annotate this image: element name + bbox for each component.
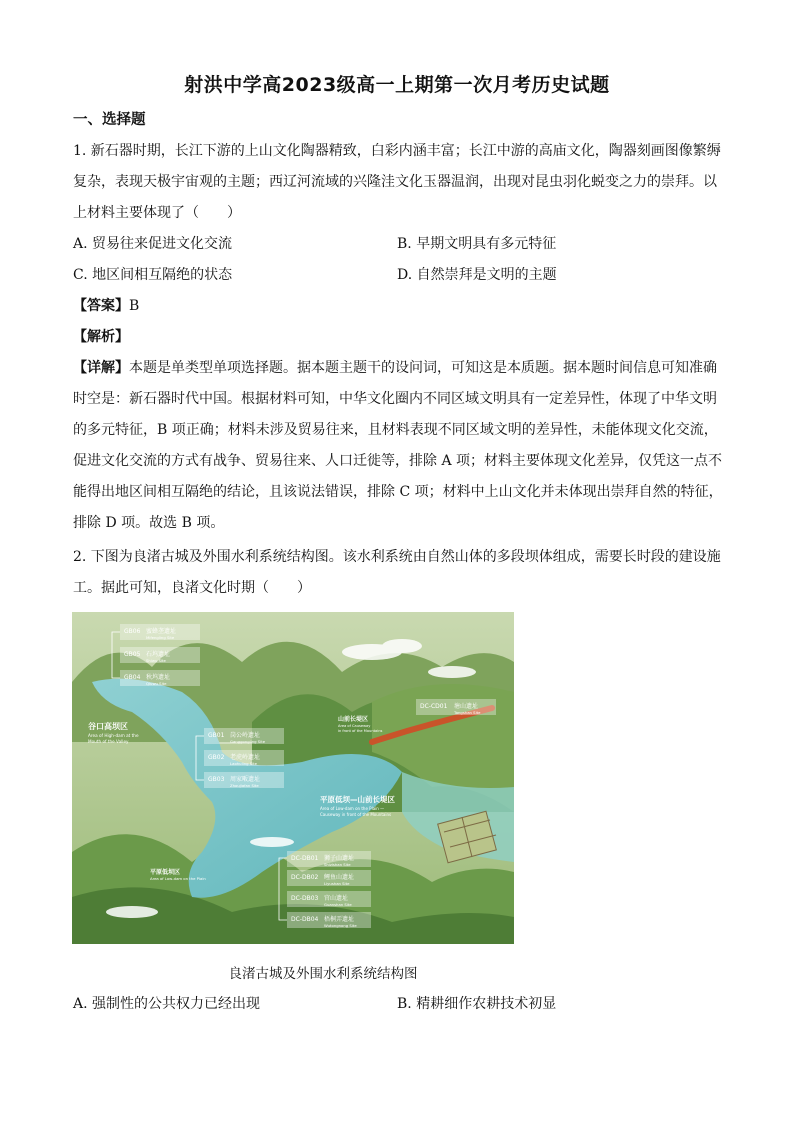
map-site-gb03-en: Zhoujiafan Site xyxy=(230,783,259,788)
q1-detail-line-6: 排除 D 项。故选 B 项。 xyxy=(73,515,225,531)
map-site-gb01-cn: 岗公岭遗址 xyxy=(230,732,261,739)
map-site-gb02-code: GB02 xyxy=(208,754,225,761)
map-site-db02-code: DC-DB02 xyxy=(291,874,319,881)
map-zone-valley-en1: Area of High-dam at the xyxy=(88,733,139,738)
map-zone-causeway-en1: Area of Causeway xyxy=(338,724,371,728)
map-site-gb06-code: GB06 xyxy=(124,628,141,635)
map-zone-causeway-en2: in front of the Mountains xyxy=(338,729,383,733)
map-site-gb02-en: Laohuling Site xyxy=(230,761,258,766)
q2-option-a: A. 强制性的公共权力已经出现 xyxy=(73,996,261,1012)
map-site-db04-code: DC-DB04 xyxy=(291,916,319,923)
answer-tag: 【答案】 xyxy=(73,298,129,314)
map-site-db04-cn: 梧桐弄遗址 xyxy=(324,916,355,923)
map-site-gb06-en: Mifengling Site xyxy=(146,635,175,640)
map-site-db03-cn: 官山遗址 xyxy=(324,895,349,902)
map-site-gb04-cn: 秋坞遗址 xyxy=(146,674,171,681)
map-zone-plain-mid-en1: Area of Low-dam on the Plain — xyxy=(320,806,385,811)
q2-stem-line-1: 2. 下图为良渚古城及外围水利系统结构图。该水利系统由自然山体的多段坝体组成，需要长时段的建设施 xyxy=(73,549,721,565)
map-site-db02-en: Liyushan Site xyxy=(324,881,350,886)
map-site-gb06-cn: 蜜蜂垄遗址 xyxy=(146,628,177,635)
map-site-gb04-code: GB04 xyxy=(124,674,141,681)
page-title: 射洪中学高2023级高一上期第一次月考历史试题 xyxy=(184,74,610,96)
answer-value: B xyxy=(129,298,140,314)
map-site-gb03-cn: 周家畈遗址 xyxy=(230,776,261,783)
map-site-db03-en: Guanshan Site xyxy=(324,902,352,907)
map-site-db01-code: DC-DB01 xyxy=(291,855,319,862)
map-site-tangshan-code: DC-CD01 xyxy=(420,703,448,710)
q1-option-a: A. 贸易往来促进文化交流 xyxy=(73,236,233,252)
map-site-gb05-cn: 石坞遗址 xyxy=(146,651,171,658)
map-site-gb01-en: Ganggongling Site xyxy=(230,739,266,744)
q1-stem-line-1: 1. 新石器时期，长江下游的上山文化陶器精致，白彩内涵丰富；长江中游的高庙文化，陶器刻画图像繁缛 xyxy=(73,143,721,159)
q1-stem-line-3: 上材料主要体现了（ ） xyxy=(73,205,241,221)
figure-caption: 良渚古城及外围水利系统结构图 xyxy=(228,966,418,982)
q1-stem-line-2: 复杂，表现天极宇宙观的主题；西辽河流域的兴隆洼文化玉器温润，出现对昆虫羽化蜕变之力的崇拜。以 xyxy=(73,174,717,190)
map-site-db01-cn: 狮子山遗址 xyxy=(324,855,355,862)
section-heading: 一、选择题 xyxy=(73,112,146,128)
map-site-db02-cn: 鲤鱼山遗址 xyxy=(324,874,355,881)
q1-option-d: D. 自然崇拜是文明的主题 xyxy=(397,267,557,283)
q1-option-b: B. 早期文明具有多元特征 xyxy=(397,236,557,252)
q1-detail-line-1 xyxy=(73,357,717,377)
map-site-gb01-code: GB01 xyxy=(208,732,225,739)
map-site-gb05-en: Shiwu Site xyxy=(146,658,166,663)
map-zone-valley-en2: Mouth of the Valley xyxy=(88,739,129,744)
q1-option-c: C. 地区间相互隔绝的状态 xyxy=(73,267,233,283)
map-zone-plain-cn: 平原低坝区 xyxy=(150,869,181,876)
map-site-db01-en: Shizishan Site xyxy=(324,862,351,867)
detail-text-1: 本题是单类型单项选择题。据本题主题干的设问词，可知这是本质题。据本题时间信息可知准确 xyxy=(129,360,717,376)
map-zone-valley-cn: 谷口高坝区 xyxy=(88,722,128,731)
q1-detail-line-3: 的多元特征，B 项正确；材料未涉及贸易往来，且材料表现不同区域文明的差异性，未能体现文化交流， xyxy=(73,422,718,438)
map-site-db03-code: DC-DB03 xyxy=(291,895,319,902)
map-site-gb04-en: Qiuwu Site xyxy=(146,681,167,686)
q1-answer xyxy=(73,295,139,315)
map-zone-causeway-cn: 山前长堤区 xyxy=(338,716,369,723)
map-site-db04-en: Wutongnong Site xyxy=(324,923,357,928)
map-zone-plain-mid-en2: Causeway in front of the Mountains xyxy=(320,812,392,817)
q1-detail-line-5: 能得出地区间相互隔绝的结论，且该说法错误，排除 C 项；材料中上山文化并未体现出崇拜自然的特征， xyxy=(73,484,723,500)
liangzhu-water-system-map xyxy=(72,612,514,944)
map-zone-plain-en1: Area of Low-dam on the Plain xyxy=(150,876,206,881)
q2-stem-line-2: 工。据此可知，良渚文化时期（ ） xyxy=(73,580,311,596)
map-site-gb05-code: GB05 xyxy=(124,651,141,658)
map-site-tangshan-cn: 塘山遗址 xyxy=(454,703,479,710)
map-site-gb02-cn: 老虎岭遗址 xyxy=(230,754,261,761)
map-site-gb03-code: GB03 xyxy=(208,776,225,783)
q1-detail-line-2: 时空是：新石器时代中国。根据材料可知，中华文化圈内不同区域文明具有一定差异性，体现了中华文明 xyxy=(73,391,717,407)
q2-option-b: B. 精耕细作农耕技术初显 xyxy=(397,996,557,1012)
q1-detail-line-4: 促进文化交流的方式有战争、贸易往来、人口迁徙等，排除 A 项；材料主要体现文化差异，仅凭这一点不 xyxy=(73,453,723,469)
q1-analysis-tag xyxy=(73,326,129,346)
map-zone-plain-mid-cn: 平原低坝—山前长堤区 xyxy=(320,795,395,804)
detail-tag: 【详解】 xyxy=(73,360,129,376)
analysis-tag: 【解析】 xyxy=(73,329,129,345)
map-site-tangshan-en: Tangshan Site xyxy=(454,710,481,715)
